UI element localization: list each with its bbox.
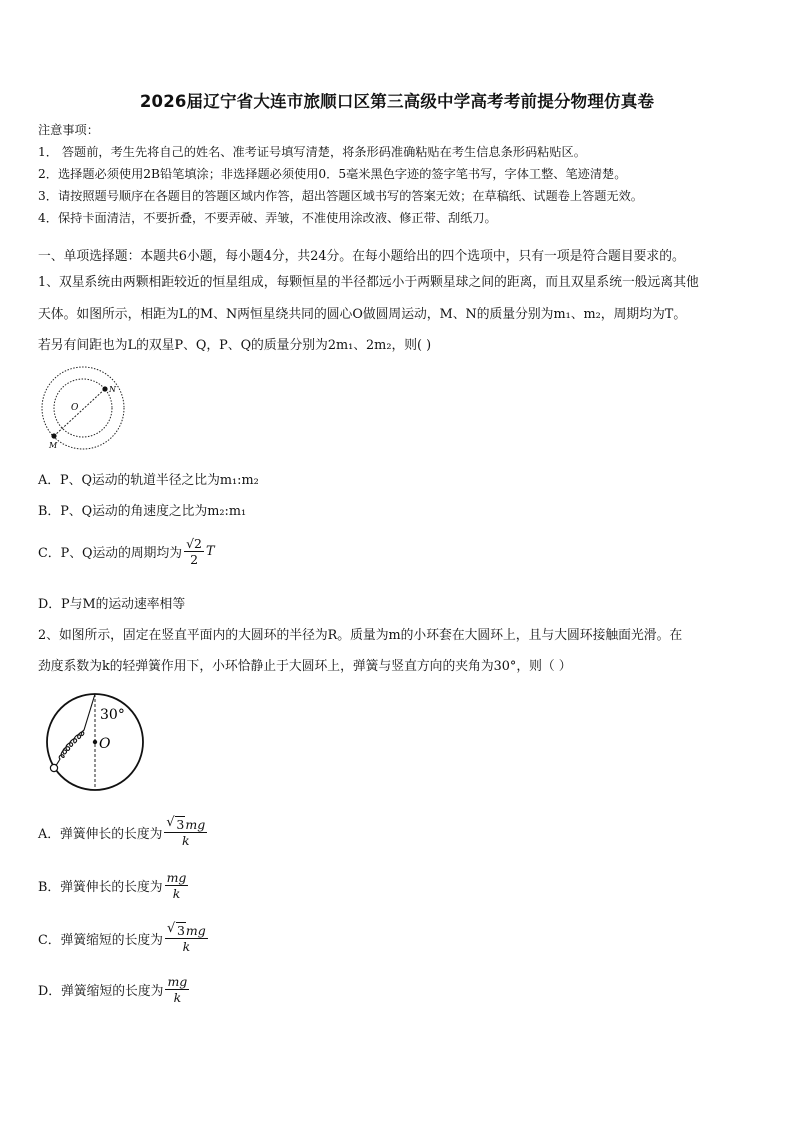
q2-option-c-prefix: C．弹簧缩短的长度为 (38, 933, 163, 949)
q2-spring (55, 694, 95, 767)
q1-option-a[interactable]: A．P、Q运动的轨道半径之比为m₁:m₂ (38, 473, 259, 488)
q2-option-d-numerator: mg (167, 974, 188, 989)
q2-option-b-numerator: mg (166, 870, 187, 885)
q2-option-b-denominator: k (172, 886, 181, 902)
q2-text-line-2: 劲度系数为k的轻弹簧作用下，小环恰静止于大圆环上，弹簧与竖直方向的夹角为30°，则（ ） (38, 659, 572, 674)
q1-option-c-fraction (184, 537, 204, 566)
q1-option-c-denominator: 2 (190, 552, 199, 568)
notice-item-1: 1． 答题前，考生先将自己的姓名、准考证号填写清楚，将条形码准确粘贴在考生信息条形码粘贴区。 (38, 145, 586, 159)
q2-option-b[interactable] (38, 871, 190, 900)
q1-star-n (102, 386, 107, 391)
q1-option-c-prefix: C．P、Q运动的周期均为 (38, 546, 183, 562)
q1-binary-star-figure (38, 365, 138, 455)
q2-ring-spring-figure (40, 688, 150, 798)
q2-label-o: O (99, 736, 111, 752)
q1-option-c-suffix: T (206, 544, 215, 560)
q1-text-line-1: 1、双星系统由两颗相距较近的恒星组成，每颗恒星的半径都远小于两颗星球之间的距离，而且双星系统一般远离其他 (38, 275, 699, 290)
q1-star-m (51, 433, 56, 438)
q2-option-a-denominator: k (182, 833, 190, 849)
q2-option-a[interactable] (38, 815, 209, 849)
q2-angle-label: 30° (100, 707, 125, 723)
section-header: 一、单项选择题：本题共6小题，每小题4分，共24分。在每小题给出的四个选项中，只有一项是符合题目要求的。 (38, 249, 685, 264)
q1-option-b[interactable]: B．P、Q运动的角速度之比为m₂:m₁ (38, 504, 247, 519)
q2-option-a-fraction: √ 3mg k (166, 815, 206, 849)
q2-option-a-numerator: mg (185, 817, 206, 832)
page-title: 2026届辽宁省大连市旅顺口区第三高级中学高考考前提分物理仿真卷 (139, 92, 655, 111)
q1-text-line-2: 天体。如图所示，相距为L的M、N两恒星绕共同的圆心O做圆周运动，M、N的质量分别为m₁、m₂，周期均为T。 (38, 307, 687, 322)
q2-option-c-radicand: 3 (176, 923, 185, 938)
q2-option-d-fraction (165, 975, 189, 1004)
q2-option-b-prefix: B．弹簧伸长的长度为 (38, 880, 163, 896)
q2-option-d-denominator: k (173, 990, 182, 1006)
q1-label-o: O (71, 403, 79, 413)
q1-connecting-line (54, 388, 106, 436)
q2-center-dot (93, 740, 97, 744)
q2-option-a-radicand: 3 (176, 817, 185, 832)
q2-option-c[interactable] (38, 921, 210, 955)
q2-option-a-prefix: A．弹簧伸长的长度为 (38, 827, 163, 843)
q1-text-line-3: 若另有间距也为L的双星P、Q，P、Q的质量分别为2m₁、2m₂，则( ) (38, 338, 432, 353)
q1-option-c-numerator: √2 (186, 536, 202, 551)
q2-option-c-numerator: mg (185, 923, 206, 938)
q1-option-c[interactable] (38, 537, 215, 566)
q2-small-ring (50, 764, 57, 771)
q2-option-c-denominator: k (182, 939, 191, 955)
notice-item-2: 2．选择题必须使用2B铅笔填涂；非选择题必须使用0．5毫米黑色字迹的签字笔书写，字体工整、笔迹清楚。 (38, 167, 627, 181)
q2-option-d-prefix: D．弹簧缩短的长度为 (38, 984, 164, 1000)
notice-heading: 注意事项： (38, 123, 99, 137)
q1-label-m: M (49, 441, 58, 450)
q2-option-b-fraction (165, 871, 189, 900)
q2-text-line-1: 2、如图所示，固定在竖直平面内的大圆环的半径为R。质量为m的小环套在大圆环上，且与大圆环接触面光滑。在 (38, 628, 683, 643)
q1-label-n: N (109, 385, 116, 394)
q2-option-d[interactable] (38, 975, 191, 1004)
notice-item-4: 4．保持卡面清洁，不要折叠，不要弄破、弄皱，不准使用涂改液、修正带、刮纸刀。 (38, 211, 497, 225)
q1-option-d[interactable]: D．P与M的运动速率相等 (38, 597, 186, 612)
notice-item-3: 3．请按照题号顺序在各题目的答题区域内作答，超出答题区域书写的答案无效；在草稿纸、试题卷上答题无效。 (38, 189, 643, 203)
q2-option-c-fraction: √ 3mg k (166, 921, 206, 955)
